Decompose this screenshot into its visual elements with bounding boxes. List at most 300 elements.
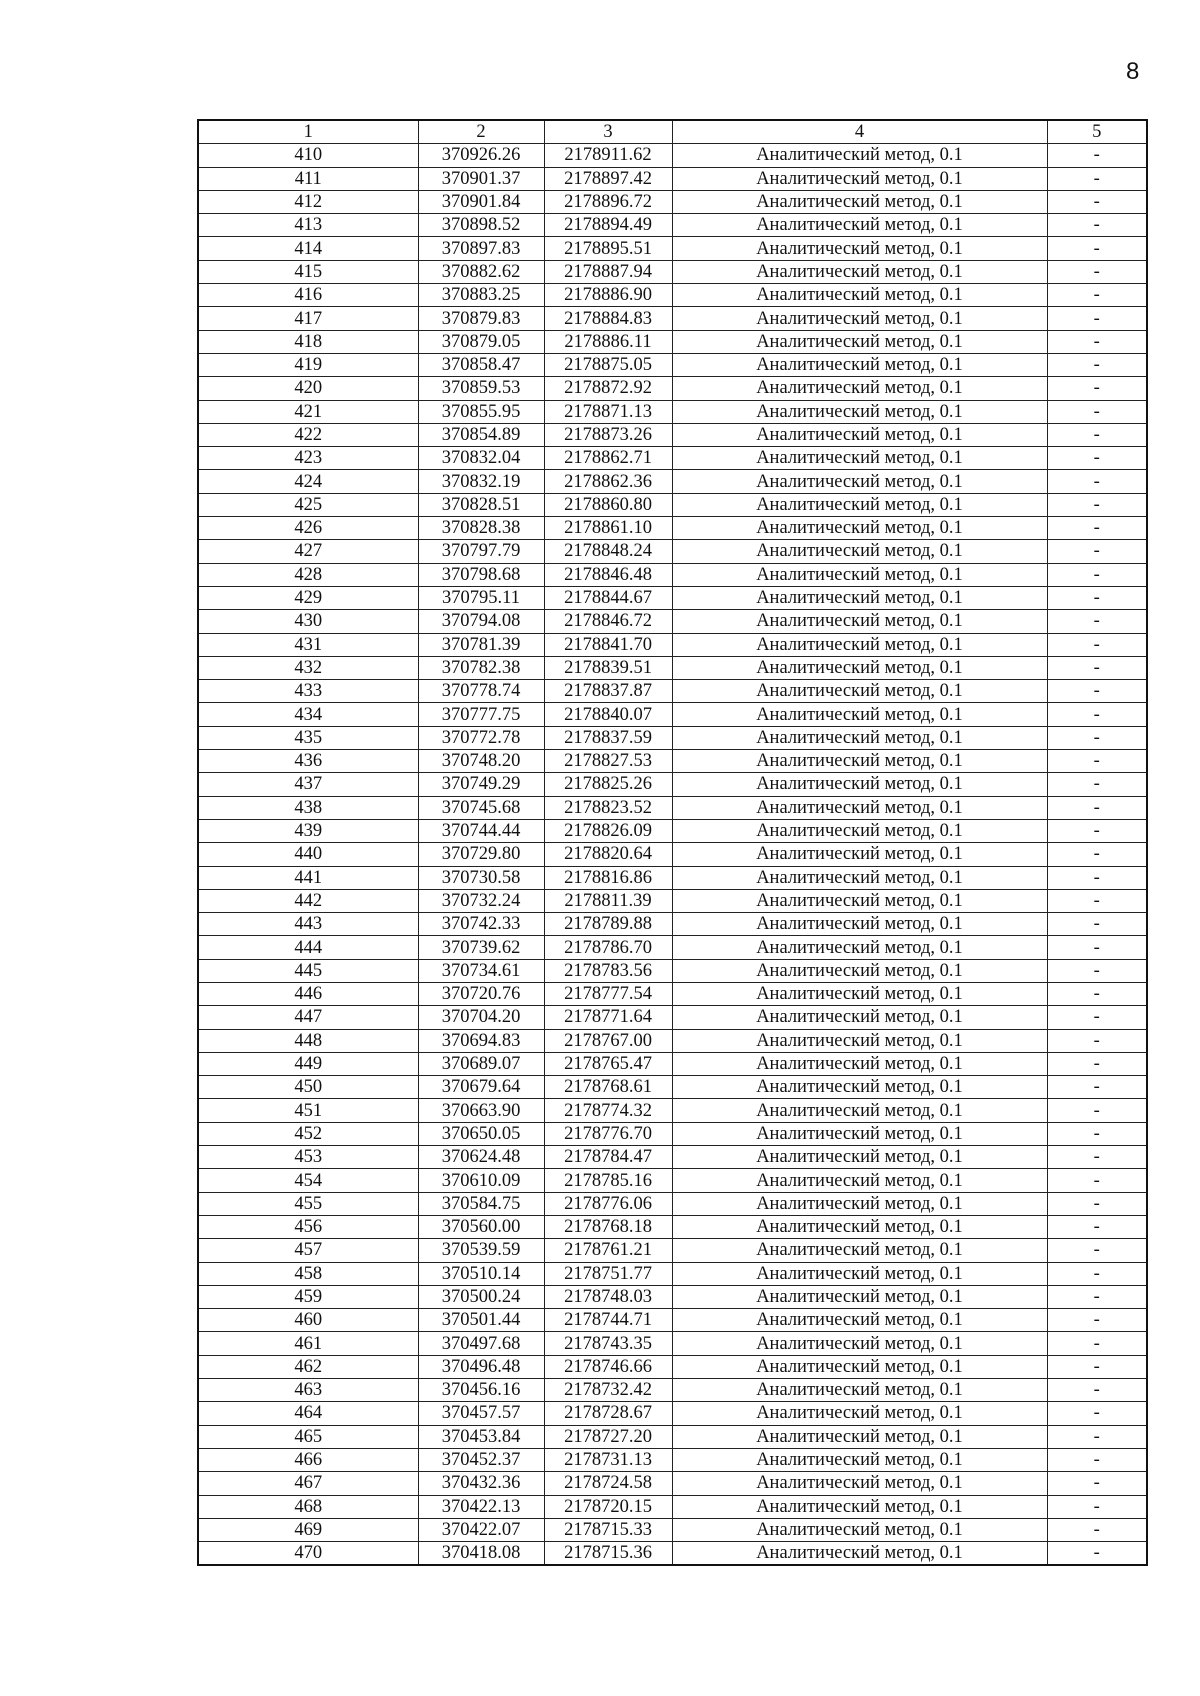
method-cell: Аналитический метод, 0.1 <box>672 796 1047 819</box>
point-number-cell: 469 <box>198 1518 418 1541</box>
table-row <box>198 750 1147 773</box>
x-coordinate-cell: 370496.48 <box>418 1355 544 1378</box>
table-row <box>198 866 1147 889</box>
point-number-cell: 456 <box>198 1215 418 1238</box>
x-coordinate-cell: 370739.62 <box>418 936 544 959</box>
table-row <box>198 1099 1147 1122</box>
y-coordinate-cell: 2178789.88 <box>544 913 672 936</box>
note-cell: - <box>1047 610 1147 633</box>
table-row <box>198 680 1147 703</box>
point-number-cell: 455 <box>198 1192 418 1215</box>
y-coordinate-cell: 2178761.21 <box>544 1239 672 1262</box>
method-cell: Аналитический метод, 0.1 <box>672 1076 1047 1099</box>
x-coordinate-cell: 370798.68 <box>418 563 544 586</box>
column-header: 2 <box>418 120 544 144</box>
note-cell: - <box>1047 1029 1147 1052</box>
method-cell: Аналитический метод, 0.1 <box>672 377 1047 400</box>
y-coordinate-cell: 2178837.59 <box>544 726 672 749</box>
x-coordinate-cell: 370452.37 <box>418 1448 544 1471</box>
y-coordinate-cell: 2178777.54 <box>544 982 672 1005</box>
table-row <box>198 167 1147 190</box>
method-cell: Аналитический метод, 0.1 <box>672 1146 1047 1169</box>
method-cell: Аналитический метод, 0.1 <box>672 982 1047 1005</box>
y-coordinate-cell: 2178768.18 <box>544 1215 672 1238</box>
note-cell: - <box>1047 1425 1147 1448</box>
y-coordinate-cell: 2178715.36 <box>544 1542 672 1566</box>
point-number-cell: 461 <box>198 1332 418 1355</box>
header-row <box>198 120 1147 144</box>
y-coordinate-cell: 2178771.64 <box>544 1006 672 1029</box>
x-coordinate-cell: 370745.68 <box>418 796 544 819</box>
table-row <box>198 703 1147 726</box>
y-coordinate-cell: 2178861.10 <box>544 517 672 540</box>
y-coordinate-cell: 2178884.83 <box>544 307 672 330</box>
point-number-cell: 442 <box>198 889 418 912</box>
method-cell: Аналитический метод, 0.1 <box>672 703 1047 726</box>
method-cell: Аналитический метод, 0.1 <box>672 1472 1047 1495</box>
note-cell: - <box>1047 1402 1147 1425</box>
method-cell: Аналитический метод, 0.1 <box>672 656 1047 679</box>
note-cell: - <box>1047 773 1147 796</box>
point-number-cell: 448 <box>198 1029 418 1052</box>
y-coordinate-cell: 2178820.64 <box>544 843 672 866</box>
note-cell: - <box>1047 237 1147 260</box>
x-coordinate-cell: 370418.08 <box>418 1542 544 1566</box>
method-cell: Аналитический метод, 0.1 <box>672 1169 1047 1192</box>
point-number-cell: 458 <box>198 1262 418 1285</box>
point-number-cell: 411 <box>198 167 418 190</box>
point-number-cell: 462 <box>198 1355 418 1378</box>
point-number-cell: 446 <box>198 982 418 1005</box>
y-coordinate-cell: 2178871.13 <box>544 400 672 423</box>
table-row <box>198 1192 1147 1215</box>
y-coordinate-cell: 2178823.52 <box>544 796 672 819</box>
y-coordinate-cell: 2178784.47 <box>544 1146 672 1169</box>
method-cell: Аналитический метод, 0.1 <box>672 493 1047 516</box>
x-coordinate-cell: 370832.04 <box>418 447 544 470</box>
point-number-cell: 415 <box>198 260 418 283</box>
table-row <box>198 656 1147 679</box>
method-cell: Аналитический метод, 0.1 <box>672 1239 1047 1262</box>
y-coordinate-cell: 2178887.94 <box>544 260 672 283</box>
y-coordinate-cell: 2178827.53 <box>544 750 672 773</box>
table-row <box>198 447 1147 470</box>
y-coordinate-cell: 2178837.87 <box>544 680 672 703</box>
table-row <box>198 563 1147 586</box>
note-cell: - <box>1047 517 1147 540</box>
point-number-cell: 470 <box>198 1542 418 1566</box>
note-cell: - <box>1047 353 1147 376</box>
table-row <box>198 284 1147 307</box>
note-cell: - <box>1047 1355 1147 1378</box>
note-cell: - <box>1047 1122 1147 1145</box>
y-coordinate-cell: 2178886.90 <box>544 284 672 307</box>
point-number-cell: 444 <box>198 936 418 959</box>
table-row <box>198 423 1147 446</box>
table-row <box>198 517 1147 540</box>
x-coordinate-cell: 370926.26 <box>418 144 544 167</box>
y-coordinate-cell: 2178715.33 <box>544 1518 672 1541</box>
note-cell: - <box>1047 1379 1147 1402</box>
point-number-cell: 463 <box>198 1379 418 1402</box>
note-cell: - <box>1047 284 1147 307</box>
method-cell: Аналитический метод, 0.1 <box>672 1332 1047 1355</box>
point-number-cell: 465 <box>198 1425 418 1448</box>
method-cell: Аналитический метод, 0.1 <box>672 517 1047 540</box>
method-cell: Аналитический метод, 0.1 <box>672 144 1047 167</box>
method-cell: Аналитический метод, 0.1 <box>672 819 1047 842</box>
x-coordinate-cell: 370453.84 <box>418 1425 544 1448</box>
table-row <box>198 1076 1147 1099</box>
y-coordinate-cell: 2178731.13 <box>544 1448 672 1471</box>
note-cell: - <box>1047 1006 1147 1029</box>
y-coordinate-cell: 2178816.86 <box>544 866 672 889</box>
point-number-cell: 459 <box>198 1285 418 1308</box>
x-coordinate-cell: 370650.05 <box>418 1122 544 1145</box>
x-coordinate-cell: 370897.83 <box>418 237 544 260</box>
table-row <box>198 633 1147 656</box>
y-coordinate-cell: 2178840.07 <box>544 703 672 726</box>
table-row <box>198 1239 1147 1262</box>
table-row <box>198 1122 1147 1145</box>
method-cell: Аналитический метод, 0.1 <box>672 307 1047 330</box>
point-number-cell: 450 <box>198 1076 418 1099</box>
point-number-cell: 453 <box>198 1146 418 1169</box>
point-number-cell: 427 <box>198 540 418 563</box>
table-row <box>198 330 1147 353</box>
note-cell: - <box>1047 540 1147 563</box>
y-coordinate-cell: 2178895.51 <box>544 237 672 260</box>
y-coordinate-cell: 2178896.72 <box>544 190 672 213</box>
point-number-cell: 421 <box>198 400 418 423</box>
note-cell: - <box>1047 423 1147 446</box>
point-number-cell: 451 <box>198 1099 418 1122</box>
point-number-cell: 466 <box>198 1448 418 1471</box>
method-cell: Аналитический метод, 0.1 <box>672 1029 1047 1052</box>
point-number-cell: 440 <box>198 843 418 866</box>
table-row <box>198 190 1147 213</box>
table-row <box>198 586 1147 609</box>
method-cell: Аналитический метод, 0.1 <box>672 936 1047 959</box>
x-coordinate-cell: 370795.11 <box>418 586 544 609</box>
x-coordinate-cell: 370730.58 <box>418 866 544 889</box>
x-coordinate-cell: 370501.44 <box>418 1309 544 1332</box>
column-header: 3 <box>544 120 672 144</box>
method-cell: Аналитический метод, 0.1 <box>672 190 1047 213</box>
method-cell: Аналитический метод, 0.1 <box>672 260 1047 283</box>
table-row <box>198 1448 1147 1471</box>
note-cell: - <box>1047 633 1147 656</box>
x-coordinate-cell: 370794.08 <box>418 610 544 633</box>
x-coordinate-cell: 370879.83 <box>418 307 544 330</box>
x-coordinate-cell: 370732.24 <box>418 889 544 912</box>
table-row <box>198 493 1147 516</box>
method-cell: Аналитический метод, 0.1 <box>672 167 1047 190</box>
x-coordinate-cell: 370689.07 <box>418 1052 544 1075</box>
note-cell: - <box>1047 796 1147 819</box>
point-number-cell: 464 <box>198 1402 418 1425</box>
x-coordinate-cell: 370510.14 <box>418 1262 544 1285</box>
y-coordinate-cell: 2178872.92 <box>544 377 672 400</box>
point-number-cell: 460 <box>198 1309 418 1332</box>
method-cell: Аналитический метод, 0.1 <box>672 1379 1047 1402</box>
point-number-cell: 428 <box>198 563 418 586</box>
method-cell: Аналитический метод, 0.1 <box>672 1006 1047 1029</box>
y-coordinate-cell: 2178873.26 <box>544 423 672 446</box>
x-coordinate-cell: 370828.51 <box>418 493 544 516</box>
method-cell: Аналитический метод, 0.1 <box>672 750 1047 773</box>
point-number-cell: 419 <box>198 353 418 376</box>
note-cell: - <box>1047 1448 1147 1471</box>
table-row <box>198 726 1147 749</box>
point-number-cell: 447 <box>198 1006 418 1029</box>
x-coordinate-cell: 370883.25 <box>418 284 544 307</box>
table-row <box>198 1309 1147 1332</box>
y-coordinate-cell: 2178748.03 <box>544 1285 672 1308</box>
table-row <box>198 260 1147 283</box>
y-coordinate-cell: 2178776.06 <box>544 1192 672 1215</box>
table-row <box>198 307 1147 330</box>
y-coordinate-cell: 2178825.26 <box>544 773 672 796</box>
point-number-cell: 445 <box>198 959 418 982</box>
point-number-cell: 434 <box>198 703 418 726</box>
note-cell: - <box>1047 1262 1147 1285</box>
y-coordinate-cell: 2178862.36 <box>544 470 672 493</box>
point-number-cell: 412 <box>198 190 418 213</box>
note-cell: - <box>1047 377 1147 400</box>
y-coordinate-cell: 2178727.20 <box>544 1425 672 1448</box>
table-row <box>198 353 1147 376</box>
table-row <box>198 470 1147 493</box>
x-coordinate-cell: 370500.24 <box>418 1285 544 1308</box>
note-cell: - <box>1047 819 1147 842</box>
method-cell: Аналитический метод, 0.1 <box>672 330 1047 353</box>
y-coordinate-cell: 2178785.16 <box>544 1169 672 1192</box>
point-number-cell: 418 <box>198 330 418 353</box>
method-cell: Аналитический метод, 0.1 <box>672 610 1047 633</box>
x-coordinate-cell: 370744.44 <box>418 819 544 842</box>
method-cell: Аналитический метод, 0.1 <box>672 1495 1047 1518</box>
x-coordinate-cell: 370720.76 <box>418 982 544 1005</box>
point-number-cell: 468 <box>198 1495 418 1518</box>
x-coordinate-cell: 370729.80 <box>418 843 544 866</box>
point-number-cell: 452 <box>198 1122 418 1145</box>
note-cell: - <box>1047 144 1147 167</box>
note-cell: - <box>1047 586 1147 609</box>
table-row <box>198 1495 1147 1518</box>
y-coordinate-cell: 2178897.42 <box>544 167 672 190</box>
table-row <box>198 889 1147 912</box>
x-coordinate-cell: 370828.38 <box>418 517 544 540</box>
x-coordinate-cell: 370560.00 <box>418 1215 544 1238</box>
method-cell: Аналитический метод, 0.1 <box>672 1122 1047 1145</box>
method-cell: Аналитический метод, 0.1 <box>672 1215 1047 1238</box>
note-cell: - <box>1047 959 1147 982</box>
point-number-cell: 429 <box>198 586 418 609</box>
point-number-cell: 424 <box>198 470 418 493</box>
note-cell: - <box>1047 936 1147 959</box>
y-coordinate-cell: 2178841.70 <box>544 633 672 656</box>
table-row <box>198 773 1147 796</box>
table-row <box>198 1006 1147 1029</box>
note-cell: - <box>1047 260 1147 283</box>
method-cell: Аналитический метод, 0.1 <box>672 1518 1047 1541</box>
y-coordinate-cell: 2178732.42 <box>544 1379 672 1402</box>
x-coordinate-cell: 370610.09 <box>418 1169 544 1192</box>
x-coordinate-cell: 370858.47 <box>418 353 544 376</box>
point-number-cell: 413 <box>198 214 418 237</box>
note-cell: - <box>1047 167 1147 190</box>
coordinates-table <box>197 119 1148 1566</box>
x-coordinate-cell: 370663.90 <box>418 1099 544 1122</box>
method-cell: Аналитический метод, 0.1 <box>672 284 1047 307</box>
method-cell: Аналитический метод, 0.1 <box>672 633 1047 656</box>
method-cell: Аналитический метод, 0.1 <box>672 843 1047 866</box>
y-coordinate-cell: 2178860.80 <box>544 493 672 516</box>
x-coordinate-cell: 370679.64 <box>418 1076 544 1099</box>
note-cell: - <box>1047 307 1147 330</box>
y-coordinate-cell: 2178724.58 <box>544 1472 672 1495</box>
point-number-cell: 438 <box>198 796 418 819</box>
y-coordinate-cell: 2178720.15 <box>544 1495 672 1518</box>
point-number-cell: 454 <box>198 1169 418 1192</box>
x-coordinate-cell: 370749.29 <box>418 773 544 796</box>
note-cell: - <box>1047 1472 1147 1495</box>
note-cell: - <box>1047 913 1147 936</box>
y-coordinate-cell: 2178776.70 <box>544 1122 672 1145</box>
method-cell: Аналитический метод, 0.1 <box>672 1099 1047 1122</box>
point-number-cell: 426 <box>198 517 418 540</box>
y-coordinate-cell: 2178811.39 <box>544 889 672 912</box>
note-cell: - <box>1047 214 1147 237</box>
table-row <box>198 540 1147 563</box>
table-row <box>198 214 1147 237</box>
table-row <box>198 1518 1147 1541</box>
method-cell: Аналитический метод, 0.1 <box>672 773 1047 796</box>
method-cell: Аналитический метод, 0.1 <box>672 1542 1047 1566</box>
table-row <box>198 1355 1147 1378</box>
note-cell: - <box>1047 1542 1147 1566</box>
note-cell: - <box>1047 1146 1147 1169</box>
method-cell: Аналитический метод, 0.1 <box>672 680 1047 703</box>
method-cell: Аналитический метод, 0.1 <box>672 214 1047 237</box>
method-cell: Аналитический метод, 0.1 <box>672 470 1047 493</box>
method-cell: Аналитический метод, 0.1 <box>672 1285 1047 1308</box>
method-cell: Аналитический метод, 0.1 <box>672 237 1047 260</box>
point-number-cell: 436 <box>198 750 418 773</box>
method-cell: Аналитический метод, 0.1 <box>672 913 1047 936</box>
table-row <box>198 1215 1147 1238</box>
x-coordinate-cell: 370781.39 <box>418 633 544 656</box>
table-row <box>198 1542 1147 1566</box>
point-number-cell: 423 <box>198 447 418 470</box>
x-coordinate-cell: 370879.05 <box>418 330 544 353</box>
point-number-cell: 430 <box>198 610 418 633</box>
y-coordinate-cell: 2178846.48 <box>544 563 672 586</box>
x-coordinate-cell: 370782.38 <box>418 656 544 679</box>
table-row <box>198 1029 1147 1052</box>
point-number-cell: 425 <box>198 493 418 516</box>
y-coordinate-cell: 2178746.66 <box>544 1355 672 1378</box>
column-header: 1 <box>198 120 418 144</box>
y-coordinate-cell: 2178839.51 <box>544 656 672 679</box>
table-row <box>198 982 1147 1005</box>
y-coordinate-cell: 2178765.47 <box>544 1052 672 1075</box>
table-row <box>198 819 1147 842</box>
point-number-cell: 443 <box>198 913 418 936</box>
point-number-cell: 441 <box>198 866 418 889</box>
x-coordinate-cell: 370832.19 <box>418 470 544 493</box>
x-coordinate-cell: 370901.84 <box>418 190 544 213</box>
table-row <box>198 1332 1147 1355</box>
note-cell: - <box>1047 889 1147 912</box>
table-row <box>198 796 1147 819</box>
note-cell: - <box>1047 1518 1147 1541</box>
table-row <box>198 237 1147 260</box>
note-cell: - <box>1047 656 1147 679</box>
y-coordinate-cell: 2178848.24 <box>544 540 672 563</box>
method-cell: Аналитический метод, 0.1 <box>672 563 1047 586</box>
point-number-cell: 435 <box>198 726 418 749</box>
coordinates-table-body <box>198 120 1147 1565</box>
note-cell: - <box>1047 1215 1147 1238</box>
y-coordinate-cell: 2178774.32 <box>544 1099 672 1122</box>
note-cell: - <box>1047 1076 1147 1099</box>
note-cell: - <box>1047 982 1147 1005</box>
note-cell: - <box>1047 1309 1147 1332</box>
method-cell: Аналитический метод, 0.1 <box>672 959 1047 982</box>
table-row <box>198 936 1147 959</box>
y-coordinate-cell: 2178783.56 <box>544 959 672 982</box>
method-cell: Аналитический метод, 0.1 <box>672 866 1047 889</box>
table-row <box>198 913 1147 936</box>
y-coordinate-cell: 2178844.67 <box>544 586 672 609</box>
method-cell: Аналитический метод, 0.1 <box>672 889 1047 912</box>
x-coordinate-cell: 370742.33 <box>418 913 544 936</box>
point-number-cell: 410 <box>198 144 418 167</box>
note-cell: - <box>1047 866 1147 889</box>
method-cell: Аналитический метод, 0.1 <box>672 423 1047 446</box>
note-cell: - <box>1047 563 1147 586</box>
y-coordinate-cell: 2178862.71 <box>544 447 672 470</box>
y-coordinate-cell: 2178751.77 <box>544 1262 672 1285</box>
x-coordinate-cell: 370854.89 <box>418 423 544 446</box>
note-cell: - <box>1047 1495 1147 1518</box>
x-coordinate-cell: 370901.37 <box>418 167 544 190</box>
note-cell: - <box>1047 843 1147 866</box>
note-cell: - <box>1047 330 1147 353</box>
method-cell: Аналитический метод, 0.1 <box>672 726 1047 749</box>
table-row <box>198 400 1147 423</box>
note-cell: - <box>1047 190 1147 213</box>
method-cell: Аналитический метод, 0.1 <box>672 353 1047 376</box>
y-coordinate-cell: 2178728.67 <box>544 1402 672 1425</box>
y-coordinate-cell: 2178743.35 <box>544 1332 672 1355</box>
method-cell: Аналитический метод, 0.1 <box>672 1192 1047 1215</box>
x-coordinate-cell: 370734.61 <box>418 959 544 982</box>
x-coordinate-cell: 370432.36 <box>418 1472 544 1495</box>
method-cell: Аналитический метод, 0.1 <box>672 447 1047 470</box>
point-number-cell: 417 <box>198 307 418 330</box>
note-cell: - <box>1047 1099 1147 1122</box>
table-row <box>198 1052 1147 1075</box>
x-coordinate-cell: 370898.52 <box>418 214 544 237</box>
method-cell: Аналитический метод, 0.1 <box>672 1262 1047 1285</box>
table-row <box>198 1425 1147 1448</box>
y-coordinate-cell: 2178886.11 <box>544 330 672 353</box>
note-cell: - <box>1047 1239 1147 1262</box>
y-coordinate-cell: 2178875.05 <box>544 353 672 376</box>
